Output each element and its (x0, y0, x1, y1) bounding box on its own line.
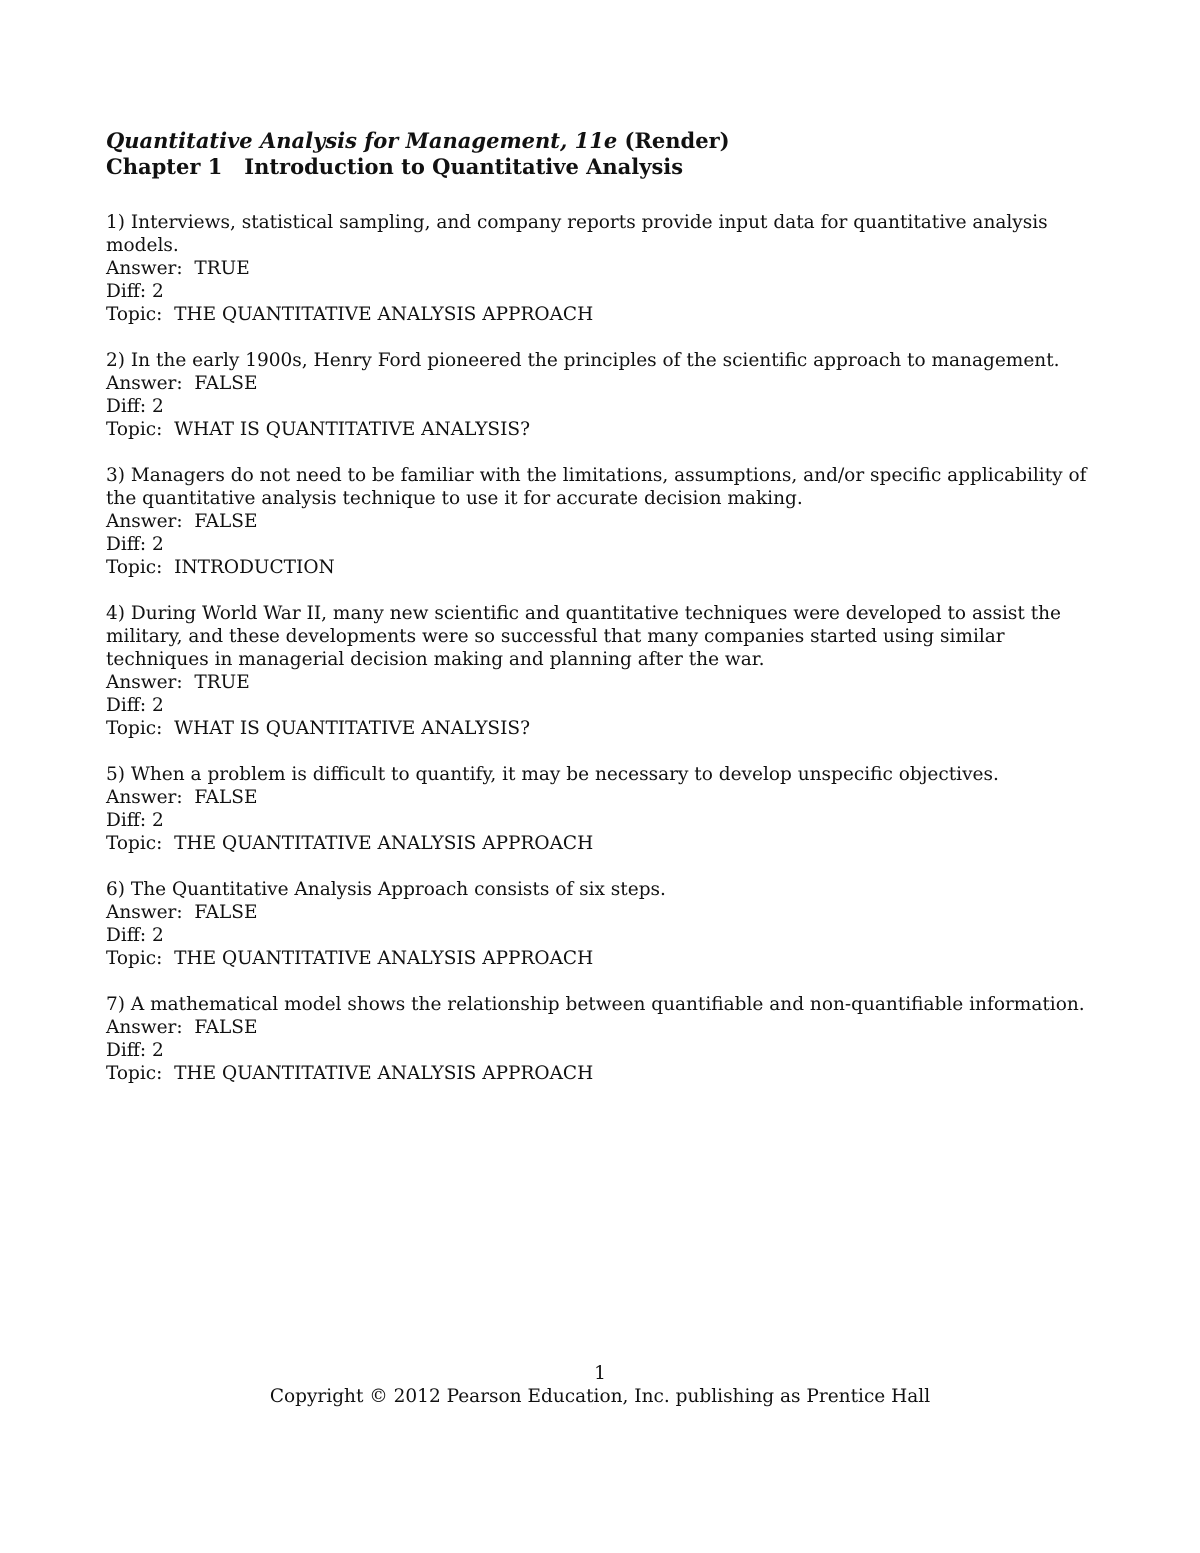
question-item (106, 878, 1096, 970)
chapter-title: Introduction to Quantitative Analysis (244, 154, 684, 179)
chapter-label: Chapter 1 (106, 154, 223, 179)
diff-line (106, 280, 1096, 303)
book-title: Quantitative Analysis for Management, 11e (106, 128, 618, 153)
copyright-notice: Copyright © 2012 Pearson Education, Inc. publishing as Prentice Hall (269, 1386, 931, 1407)
diff-line (106, 1039, 1096, 1062)
diff-label: Diff: (106, 281, 153, 302)
diff-value: 2 (152, 281, 164, 302)
document-header (106, 128, 1106, 180)
diff-label: Diff: (106, 925, 153, 946)
topic-label: Topic: (106, 557, 175, 578)
question-text: 4) During World War II, many new scientific and quantitative techniques were developed to assist the military, and these developments were so successful that many companies started using similar techniques in managerial decision making and planning after the war. (106, 603, 1061, 670)
question-item (106, 602, 1096, 740)
diff-label: Diff: (106, 1040, 153, 1061)
diff-line (106, 924, 1096, 947)
diff-value: 2 (152, 534, 164, 555)
question-text: 5) When a problem is difficult to quantify, it may be necessary to develop unspecific objectives. (106, 764, 999, 785)
topic-label: Topic: (106, 718, 175, 739)
topic-line (106, 832, 1096, 855)
answer-line (106, 786, 1096, 809)
question-item (106, 211, 1096, 326)
diff-label: Diff: (106, 534, 153, 555)
answer-value: TRUE (194, 258, 250, 279)
page-number: 1 (594, 1363, 606, 1384)
topic-line (106, 1062, 1096, 1085)
question-text: 1) Interviews, statistical sampling, and company reports provide input data for quantitative analysis models. (106, 212, 1048, 256)
diff-label: Diff: (106, 695, 153, 716)
topic-line (106, 418, 1096, 441)
answer-value: FALSE (194, 373, 258, 394)
topic-line (106, 556, 1096, 579)
question-text: 6) The Quantitative Analysis Approach consists of six steps. (106, 879, 666, 900)
answer-line (106, 901, 1096, 924)
topic-label: Topic: (106, 833, 175, 854)
chapter-heading (106, 154, 1106, 180)
topic-label: Topic: (106, 1063, 175, 1084)
question-text: 7) A mathematical model shows the relationship between quantifiable and non-quantifiable information. (106, 994, 1085, 1015)
answer-label: Answer: (106, 787, 195, 808)
topic-label: Topic: (106, 304, 175, 325)
topic-value: THE QUANTITATIVE ANALYSIS APPROACH (174, 1063, 594, 1084)
book-title-line (106, 128, 1106, 154)
topic-line (106, 303, 1096, 326)
question-text: 3) Managers do not need to be familiar with the limitations, assumptions, and/or specific applicability of the quantitative analysis technique to use it for accurate decision making. (106, 465, 1087, 509)
answer-value: TRUE (194, 672, 250, 693)
diff-label: Diff: (106, 396, 153, 417)
answer-label: Answer: (106, 511, 195, 532)
diff-value: 2 (152, 810, 164, 831)
topic-line (106, 947, 1096, 970)
topic-value: THE QUANTITATIVE ANALYSIS APPROACH (174, 948, 594, 969)
topic-value: THE QUANTITATIVE ANALYSIS APPROACH (174, 833, 594, 854)
question-text: 2) In the early 1900s, Henry Ford pioneered the principles of the scientific approach to management. (106, 350, 1060, 371)
question-item (106, 763, 1096, 855)
answer-line (106, 372, 1096, 395)
answer-line (106, 257, 1096, 280)
diff-value: 2 (152, 396, 164, 417)
question-item (106, 993, 1096, 1085)
diff-value: 2 (152, 695, 164, 716)
question-item (106, 464, 1096, 579)
topic-value: WHAT IS QUANTITATIVE ANALYSIS? (174, 419, 530, 440)
topic-line (106, 717, 1096, 740)
diff-line (106, 533, 1096, 556)
diff-line (106, 694, 1096, 717)
diff-label: Diff: (106, 810, 153, 831)
answer-value: FALSE (194, 902, 258, 923)
diff-line (106, 395, 1096, 418)
answer-value: FALSE (194, 511, 258, 532)
topic-value: THE QUANTITATIVE ANALYSIS APPROACH (174, 304, 594, 325)
answer-label: Answer: (106, 672, 195, 693)
topic-label: Topic: (106, 419, 175, 440)
answer-label: Answer: (106, 1017, 195, 1038)
answer-label: Answer: (106, 258, 195, 279)
answer-value: FALSE (194, 787, 258, 808)
answer-label: Answer: (106, 902, 195, 923)
answer-line (106, 510, 1096, 533)
book-author: (Render) (624, 128, 730, 153)
diff-line (106, 809, 1096, 832)
topic-value: INTRODUCTION (174, 557, 335, 578)
topic-label: Topic: (106, 948, 175, 969)
answer-label: Answer: (106, 373, 195, 394)
topic-value: WHAT IS QUANTITATIVE ANALYSIS? (174, 718, 530, 739)
page-footer (0, 1362, 1200, 1408)
answer-value: FALSE (194, 1017, 258, 1038)
answer-line (106, 1016, 1096, 1039)
question-item (106, 349, 1096, 441)
answer-line (106, 671, 1096, 694)
question-list (106, 211, 1096, 1108)
diff-value: 2 (152, 925, 164, 946)
diff-value: 2 (152, 1040, 164, 1061)
